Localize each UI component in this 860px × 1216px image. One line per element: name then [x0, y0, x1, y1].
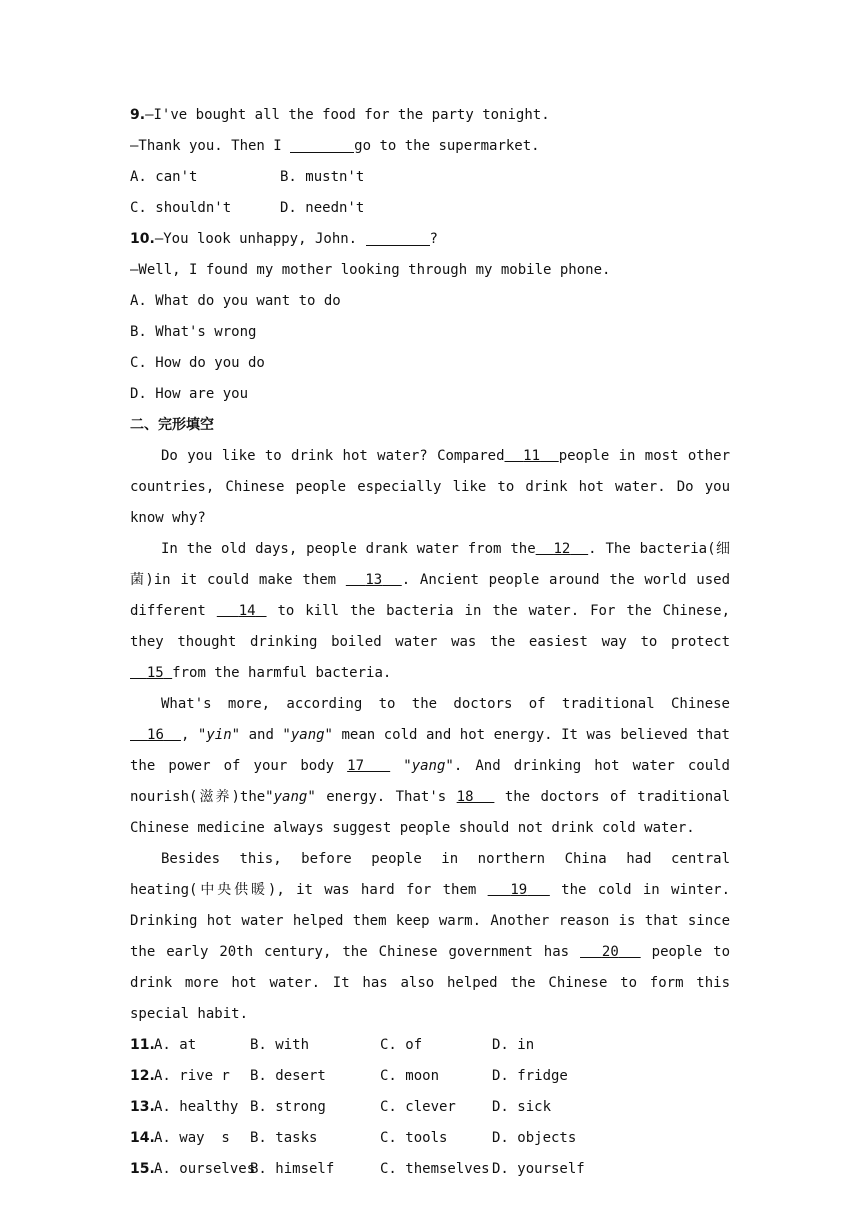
- q10-option-a[interactable]: A. What do you want to do: [130, 293, 341, 309]
- q9-option-d[interactable]: D. needn't: [280, 200, 365, 216]
- options-number-15: 15.: [130, 1161, 155, 1177]
- options-number-13: 13.: [130, 1099, 155, 1115]
- q9-line2-post: go to the supermarket.: [354, 138, 540, 154]
- p2-text-e: from the harmful bacteria.: [172, 665, 392, 681]
- blank-19[interactable]: [488, 882, 550, 898]
- options-row-13: [130, 1092, 730, 1123]
- p2-text-d: to kill the bacteria in the water. For the Chinese, they thought drinking boiled water was the easiest way to protect: [130, 603, 731, 650]
- option-11-c[interactable]: C. of: [380, 1037, 423, 1053]
- p4-text-c: people to drink more hot water. It has also helped the Chinese to form this special habit.: [130, 944, 731, 1022]
- option-14-d[interactable]: D. objects: [492, 1130, 577, 1146]
- blank-15[interactable]: [130, 665, 172, 681]
- p3-text-d: mean cold and hot energy. It was believed that the power of your body: [130, 727, 730, 774]
- passage-paragraph-1: [130, 441, 730, 534]
- q9-response: [130, 131, 730, 162]
- options-row-15: [130, 1154, 730, 1185]
- blank-16-number: 16: [147, 727, 164, 743]
- p4-text-a: Besides this, before people in northern China had central heating(中央供暖), it was hard for them: [130, 851, 730, 898]
- blank-20[interactable]: [580, 944, 641, 960]
- passage-paragraph-4: [130, 844, 730, 1030]
- blank-11-number: 11: [523, 448, 541, 464]
- blank-13-number: 13: [365, 572, 383, 588]
- q9-option-c[interactable]: C. shouldn't: [130, 200, 232, 216]
- q10-option-b[interactable]: B. What's wrong: [130, 324, 257, 340]
- p4-text-b: the cold in winter. Drinking hot water helped them keep warm. Another reason is that since the early 20th century, the Chinese government has: [130, 882, 731, 960]
- q9-option-b[interactable]: B. mustn't: [280, 169, 365, 185]
- document-page: [130, 100, 730, 1185]
- blank-11[interactable]: [505, 448, 559, 464]
- blank-14-number: 14: [238, 603, 256, 619]
- options-row-11: [130, 1030, 730, 1061]
- blank-12[interactable]: [536, 541, 588, 557]
- q9-stem: [130, 100, 730, 131]
- q10-stem: [130, 224, 730, 255]
- blank-17-number: 17: [347, 758, 364, 774]
- options-number-11: 11.: [130, 1037, 155, 1053]
- option-14-a[interactable]: A. way s: [154, 1130, 230, 1146]
- p3-text-g: the doctors of traditional Chinese medicine always suggest people should not drink cold water.: [130, 789, 731, 836]
- q10-option-d[interactable]: D. How are you: [130, 386, 249, 402]
- option-15-d[interactable]: D. yourself: [492, 1161, 585, 1177]
- q10-answer-blank[interactable]: [366, 229, 430, 246]
- blank-20-number: 20: [601, 944, 619, 960]
- option-12-c[interactable]: C. moon: [380, 1068, 440, 1084]
- p2-text-c: . Ancient people around the world used different: [130, 572, 730, 619]
- options-row-14: [130, 1123, 730, 1154]
- blank-15-number: 15: [146, 665, 164, 681]
- option-14-c[interactable]: C. tools: [380, 1130, 448, 1146]
- p3-text-a: What's more, according to the doctors of traditional Chinese: [161, 696, 730, 712]
- p3-text-e: . And drinking hot water could nourish(滋养)the: [130, 758, 730, 805]
- option-11-d[interactable]: D. in: [492, 1037, 535, 1053]
- passage-paragraph-2: [130, 534, 730, 689]
- q10-option-c[interactable]: C. How do you do: [130, 355, 265, 371]
- option-15-b[interactable]: B. himself: [250, 1161, 335, 1177]
- q9-options-cd: [130, 193, 730, 224]
- q9-option-a[interactable]: A. can't: [130, 169, 198, 185]
- p3-yang-3: "yang": [265, 789, 316, 805]
- q9-number: 9.: [130, 107, 146, 123]
- options-number-14: 14.: [130, 1130, 155, 1146]
- q10-line1-post: ?: [429, 231, 438, 247]
- option-13-a[interactable]: A. healthy: [154, 1099, 239, 1115]
- blank-12-number: 12: [553, 541, 571, 557]
- q9-answer-blank[interactable]: [290, 136, 354, 153]
- q10-line1-pre: —You look unhappy, John.: [154, 231, 366, 247]
- option-12-a[interactable]: A. rive r: [154, 1068, 230, 1084]
- p3-yang-2: "yang": [403, 758, 454, 774]
- q9-options-ab: [130, 162, 730, 193]
- p3-yang-1: "yang": [282, 727, 333, 743]
- p3-text-f: energy. That's: [315, 789, 457, 805]
- p2-text-a: In the old days, people drank water from the: [161, 541, 536, 557]
- p3-text-c: and: [240, 727, 283, 743]
- option-14-b[interactable]: B. tasks: [250, 1130, 318, 1146]
- section-title: 二、完形填空: [130, 417, 214, 433]
- q10-response: —Well, I found my mother looking through my mobile phone.: [130, 262, 611, 278]
- p3-yin: "yin": [197, 727, 241, 743]
- option-12-d[interactable]: D. fridge: [492, 1068, 568, 1084]
- option-12-b[interactable]: B. desert: [250, 1068, 326, 1084]
- blank-17[interactable]: [347, 758, 390, 774]
- option-11-a[interactable]: A. at: [154, 1037, 197, 1053]
- q10-number: 10.: [130, 231, 155, 247]
- q9-line1: —I've bought all the food for the party tonight.: [145, 107, 550, 123]
- option-13-b[interactable]: B. strong: [250, 1099, 326, 1115]
- option-13-d[interactable]: D. sick: [492, 1099, 552, 1115]
- p3-text-b: ,: [180, 727, 198, 743]
- blank-19-number: 19: [510, 882, 528, 898]
- blank-18-number: 18: [456, 789, 474, 805]
- option-11-b[interactable]: B. with: [250, 1037, 310, 1053]
- options-row-12: [130, 1061, 730, 1092]
- blank-14[interactable]: [217, 603, 267, 619]
- q9-line2-pre: —Thank you. Then I: [130, 138, 291, 154]
- option-15-a[interactable]: A. ourselves: [154, 1161, 256, 1177]
- blank-16[interactable]: [130, 727, 181, 743]
- option-15-c[interactable]: C. themselves: [380, 1161, 490, 1177]
- p2-text-b: . The bacteria(细菌)in it could make them: [130, 541, 730, 588]
- p1-text-b: people in most other countries, Chinese people especially like to drink hot water. Do you know why?: [130, 448, 730, 526]
- option-13-c[interactable]: C. clever: [380, 1099, 456, 1115]
- passage-paragraph-3: [130, 689, 730, 844]
- blank-18[interactable]: [457, 789, 495, 805]
- p1-text-a: Do you like to drink hot water? Compared: [161, 448, 505, 464]
- blank-13[interactable]: [346, 572, 402, 588]
- options-number-12: 12.: [130, 1068, 155, 1084]
